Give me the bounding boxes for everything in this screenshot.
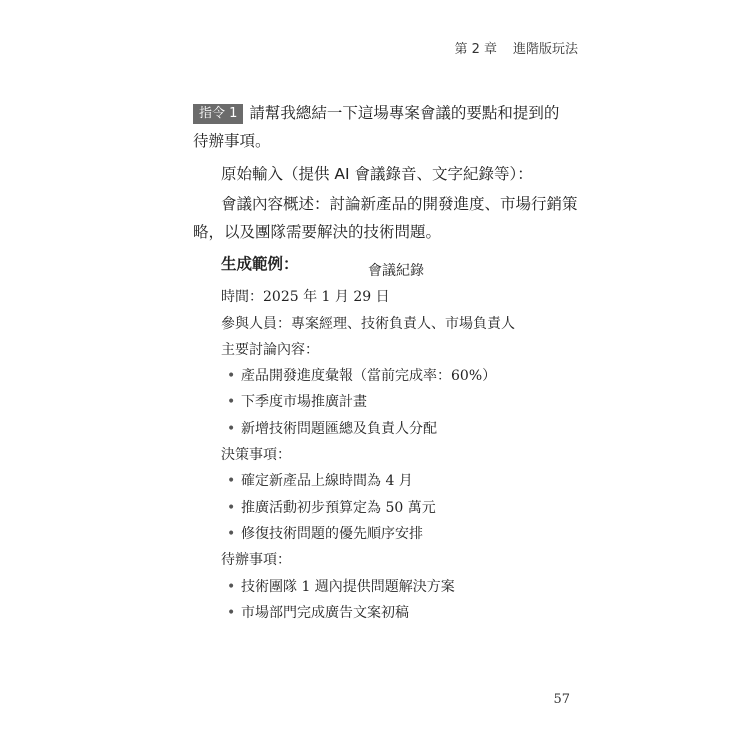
chapter-label: 第 2 章 bbox=[454, 42, 497, 57]
overview-line-1: 會議內容概述：討論新產品的開發進度、市場行銷策 bbox=[221, 195, 578, 213]
list-item: • 確定新產品上線時間為 4 月 bbox=[221, 468, 601, 494]
section-title: 進階版玩法 bbox=[512, 42, 578, 57]
minutes-title: 會議紀錄 bbox=[368, 263, 424, 279]
prompt-line-1 bbox=[193, 99, 593, 127]
bullet-icon: • bbox=[227, 473, 236, 490]
list-item: • 產品開發進度彙報（當前完成率：60%） bbox=[221, 363, 601, 389]
list-item: • 下季度市場推廣計畫 bbox=[221, 389, 601, 415]
bullet-icon: • bbox=[227, 604, 236, 621]
running-head bbox=[454, 38, 578, 57]
input-label: 原始輸入（提供 AI 會議錄音、文字紀錄等）： bbox=[221, 165, 533, 183]
list-item: • 新增技術問題匯總及負責人分配 bbox=[221, 416, 601, 442]
minutes-time: 時間：2025 年 1 月 29 日 bbox=[221, 289, 390, 306]
discussion-label: 主要討論內容： bbox=[221, 341, 319, 358]
list-item: • 推廣活動初步預算定為 50 萬元 bbox=[221, 495, 601, 521]
page-number: 57 bbox=[553, 692, 570, 707]
decisions-label: 決策事項： bbox=[221, 447, 291, 464]
bullet-icon: • bbox=[227, 578, 236, 595]
prompt-text-1: 請幫我總結一下這場專案會議的要點和提到的 bbox=[249, 104, 560, 122]
bullet-icon: • bbox=[227, 499, 236, 516]
example-heading: 生成範例： bbox=[221, 255, 299, 273]
meeting-minutes bbox=[221, 258, 601, 626]
prompt-block bbox=[193, 99, 593, 278]
prompt-line-2: 待辦事項。 bbox=[193, 132, 271, 150]
todo-label: 待辦事項： bbox=[221, 552, 291, 569]
minutes-attendees: 參與人員：專案經理、技術負責人、市場負責人 bbox=[221, 315, 515, 332]
bullet-icon: • bbox=[227, 525, 236, 542]
bullet-icon: • bbox=[227, 420, 236, 437]
bullet-icon: • bbox=[227, 394, 236, 411]
bullet-icon: • bbox=[227, 368, 236, 385]
overview-line-2: 略，以及團隊需要解決的技術問題。 bbox=[193, 223, 442, 241]
prompt-tag: 指令 1 bbox=[193, 104, 243, 124]
list-item: • 市場部門完成廣告文案初稿 bbox=[221, 600, 601, 626]
list-item: • 修復技術問題的優先順序安排 bbox=[221, 521, 601, 547]
list-item: • 技術團隊 1 週內提供問題解決方案 bbox=[221, 574, 601, 600]
